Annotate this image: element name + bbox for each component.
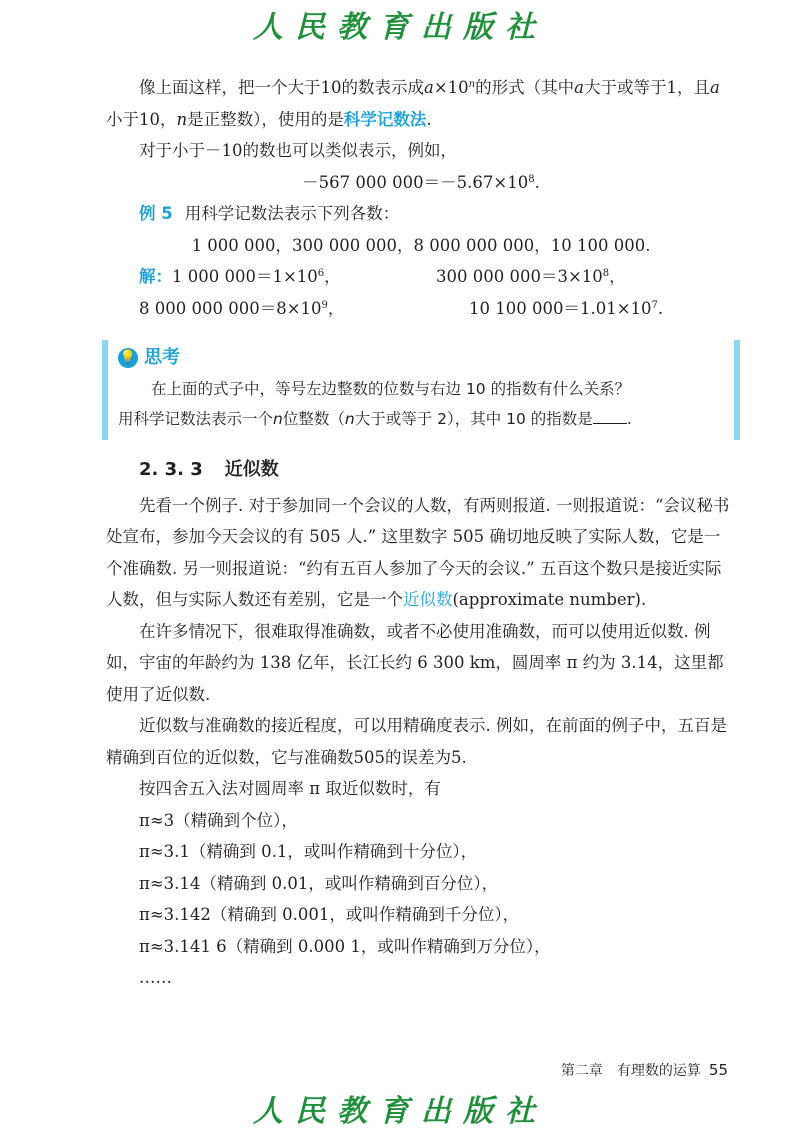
example-5: 例 5 用科学记数法表示下列各数： (139, 204, 400, 223)
solution-row-2: 8 000 000 $000=8\times 10^9$， 10 100 $000=1.01\times 10^7$. (139, 298, 664, 318)
intro-paragraph: 像上面这样，把一个大于10的数表示成$a\times 10^n$的形式（其中a大于或等于1，且a小于10，n是正整数），使用的是科学记数法. (106, 78, 720, 129)
list-item: π≈3.14（精确到 0.01，或叫作精确到百分位）， (139, 873, 499, 893)
solution-label: 解： (139, 267, 172, 286)
page-number: 55 (708, 1061, 728, 1079)
pi-approx-list (139, 805, 736, 994)
chapter-title: 第二章 有理数的运算 (560, 1063, 701, 1079)
list-item: π≈3（精确到个位）， (139, 810, 298, 830)
list-item: π≈3.1（精确到 0.1，或叫作精确到十分位）， (139, 842, 478, 861)
example-label: 例 5 (139, 204, 173, 223)
list-item: …… (139, 968, 172, 987)
answer-blank (593, 409, 627, 424)
section-paragraph-1: 先看一个例子. 对于参加同一个会议的人数，有两则报道. 一则报道说：“会议秘书处宣布，参加今天会议的有 505 人.” 这里数字 505 确切地反映了实际人数，它是一个准确数. 另一则报道说：“约有五百人参加了今天的会议.” 五百这个数只是接近实际人数，但与实际人数还有差别，它是一个近似数(approximate number). (106, 495, 730, 609)
negative-equation: －567 000 $000=-5.67\times 10^8$. (302, 172, 540, 192)
think-box (102, 340, 740, 440)
term-approximate-number: 近似数 (403, 590, 453, 609)
think-question-1: 在上面的式子中，等号左边整数的位数与右边 10 的指数有什么关系？ (151, 380, 631, 398)
page-content (106, 72, 736, 994)
list-item: π≈3.141 6（精确到 0.000 1，或叫作精确到万分位）， (139, 936, 551, 956)
think-title: 💡 思考 (119, 347, 180, 368)
think-question-2: 用科学记数法表示一个n位整数（n大于或等于 2），其中 10 的指数是 . (118, 410, 632, 428)
section-paragraph-3: 近似数与准确数的接近程度，可以用精确度表示. 例如，在前面的例子中，五百是精确到百位的近似数，它与准确数505的误差为5. (106, 716, 727, 767)
section-paragraph-4: 按四舍五入法对圆周率 π 取近似数时，有 (139, 779, 441, 798)
example-numbers: 1 000 000，300 000 000，8 000 000 000，10 100 000. (191, 235, 651, 255)
solution-row-1: 解：1 000 $000=1\times 10^6$， 300 000 $000=3\times 10^8$， (139, 267, 626, 286)
negative-note: 对于小于－10的数也可以类似表示，例如， (139, 141, 457, 160)
page-footer (561, 1060, 728, 1080)
term-scientific-notation: 科学记数法 (343, 109, 427, 129)
publisher-logo-footer: 人民教育出版社 (253, 1094, 547, 1129)
list-item: π≈3.142（精确到 0.001，或叫作精确到千分位）， (139, 905, 520, 924)
section-heading: 2. 3. 3 近似数 (139, 459, 279, 480)
lightbulb-icon: 💡 (118, 348, 138, 368)
publisher-logo-header: 人民教育出版社 (253, 10, 547, 45)
section-paragraph-2: 在许多情况下，很难取得准确数，或者不必使用准确数，而可以使用近似数. 例如，宇宙的年龄约为 138 亿年，长江长约 6 300 km，圆周率 π 约为 3.14，这里都使用了近似数. (106, 621, 724, 704)
